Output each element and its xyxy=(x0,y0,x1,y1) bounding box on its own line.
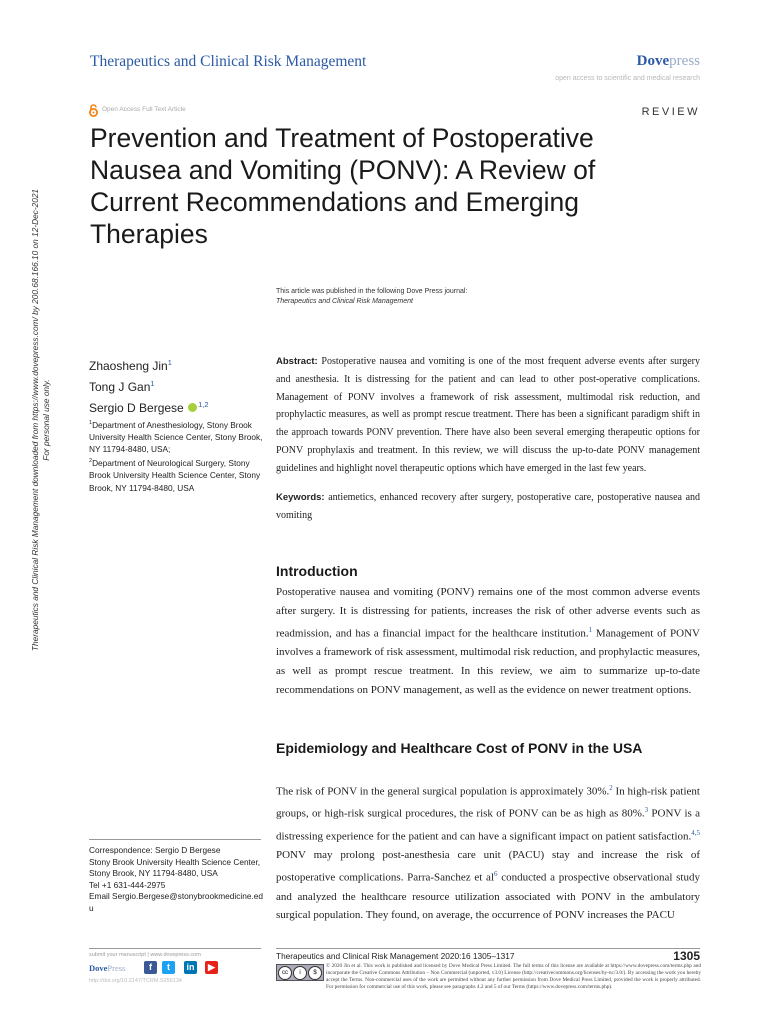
doi-link[interactable]: http://doi.org/10.2147/TCRM.S256134 xyxy=(89,978,182,984)
publisher-tagline: open access to scientific and medical research xyxy=(555,75,700,82)
youtube-icon[interactable]: ▶ xyxy=(205,961,218,974)
open-access-label: Open Access Full Text Article xyxy=(102,106,186,113)
body-text: Management of PONV involves a framework of risk assessment, multimodal risk reduction, and prophylactic measures, as well as prompt rescue treatment. In this review, we aim to summarize up-to-date recommendations on PONV management, as well as the evidence on newer treatment options. xyxy=(276,627,701,696)
abstract-text: Postoperative nausea and vomiting is one of the most frequent adverse events after surgery and anesthesia. It is distressing for the patient and can lead to other post-operative complications. Management of PONV involves a framework of risk assessment, multimodal risk reduction, and prophylactic measures, as well as prompt rescue treatment. There has been a significant paradigm shift in the approach towards PONV prevention. There have also been several emerging therapeutic options for PONV prophylaxis and treatment. In this review, we will discuss the up-to-date PONV management guidelines and highlight novel therapeutic options which have emerged in the last few years. xyxy=(276,356,701,474)
citation-ref[interactable]: 6 xyxy=(494,870,498,879)
publisher-logo-bold: Dove xyxy=(636,53,670,69)
footer-dovepress-logo[interactable] xyxy=(89,963,125,973)
body-text: In high-risk patient groups, or high-risk surgical procedures, the risk of PONV can be as high as 80%. xyxy=(276,785,700,821)
keywords-label: Keywords: xyxy=(276,492,325,503)
body-text: The risk of PONV in the general surgical population is approximately 30%. xyxy=(276,785,610,798)
author-name: Tong J Gan xyxy=(89,380,151,394)
epidemiology-paragraph xyxy=(276,779,700,925)
affiliation-number: 1 xyxy=(89,420,93,426)
journal-name[interactable]: Therapeutics and Clinical Risk Management xyxy=(90,53,367,70)
abstract xyxy=(276,353,700,478)
affiliations xyxy=(89,417,264,494)
section-heading-introduction: Introduction xyxy=(276,563,358,579)
keywords-text: antiemetics, enhanced recovery after surgery, postoperative care, postoperative nausea and vomiting xyxy=(276,492,701,521)
published-in xyxy=(276,287,467,307)
page-number: 1305 xyxy=(673,949,700,963)
correspondence xyxy=(89,845,264,915)
affiliation-number: 2 xyxy=(89,458,93,465)
citation-ref[interactable]: 1 xyxy=(588,625,593,634)
footer-divider xyxy=(89,948,261,949)
creative-commons-icon[interactable]: cc i $ xyxy=(276,964,324,981)
citation-ref[interactable]: 3 xyxy=(644,806,649,815)
author xyxy=(89,396,209,417)
publisher-logo[interactable] xyxy=(637,53,700,70)
linkedin-icon[interactable]: in xyxy=(184,961,197,974)
download-notice xyxy=(30,160,60,680)
submit-manuscript-link[interactable]: submit your manuscript | www.dovepress.com xyxy=(89,952,201,958)
facebook-icon[interactable]: f xyxy=(144,961,157,974)
correspondence-name: Correspondence: Sergio D Bergese xyxy=(89,845,221,855)
body-text: Postoperative nausea and vomiting (PONV) remains one of the most common adverse events after surgery. It is distressing for patients, increases the risk of other adverse events such as readmission, and has a financial impact for the healthcare institution. xyxy=(276,586,700,640)
footer-citation: Therapeutics and Clinical Risk Management 2020:16 1305–1317 xyxy=(276,951,515,961)
author-affil-ref[interactable]: 1 xyxy=(150,379,155,388)
correspondence-address: Stony Brook University Health Science Center, Stony Brook, NY 11794-8480, USA xyxy=(89,856,261,879)
affiliation xyxy=(89,455,264,493)
publisher-logo-light: press xyxy=(669,53,700,69)
correspondence-email[interactable]: Email Sergio.Bergese@stonybrookmedicine.edu xyxy=(89,891,263,913)
abstract-label: Abstract: xyxy=(276,356,318,367)
affiliation-text: Department of Anesthesiology, Stony Brook University Health Science Center, Stony Brook, NY 11794-8480, USA; xyxy=(89,419,263,455)
citation-ref[interactable]: 4,5 xyxy=(691,828,700,837)
license-text: © 2020 Jin et al. This work is published and licensed by Dove Medical Press Limited. The full terms of this license are available at https://www.dovepress.com/terms.php and incorporate the Creative Commons Attribution – Non Commercial (unported, v3.0) License (http://creativecommons.org/licenses/by-nc/3.0/). By accessing the work you hereby accept the Terms. Non-commercial uses of the work are permitted without any further permission from Dove Medical Press Limited, provided the work is properly attributed. For permission for commercial use of this work, please see paragraphs 4.2 and 5 of our Terms (https://www.dovepress.com/terms.php). xyxy=(326,963,701,990)
orcid-icon[interactable] xyxy=(188,403,197,412)
body-text: conducted a prospective observational study and analyzed the healthcare resource utilization associated with PONV in the ambulatory surgical population. They found, on average, the occurrence of PONV increases the PACU xyxy=(276,871,700,922)
section-heading-epidemiology: Epidemiology and Healthcare Cost of PONV in the USA xyxy=(276,740,643,756)
author-name: Sergio D Bergese xyxy=(89,401,184,415)
affiliation-text: Department of Neurological Surgery, Stony Brook University Health Science Center, Stony Brook, NY 11794-8480, USA xyxy=(89,458,261,493)
published-in-line: This article was published in the following Dove Press journal: xyxy=(276,288,468,295)
twitter-icon[interactable]: t xyxy=(162,961,175,974)
citation-ref[interactable]: 2 xyxy=(609,784,613,792)
correspondence-phone: Tel +1 631-444-2975 xyxy=(89,879,166,890)
author xyxy=(89,375,209,396)
affiliation xyxy=(89,417,264,455)
open-access-lock-icon xyxy=(88,104,99,117)
footer-divider xyxy=(276,948,700,949)
author-affil-ref[interactable]: 1,2 xyxy=(198,400,209,409)
download-notice-line: Therapeutics and Clinical Risk Management downloaded from https://www.dovepress.com/ by 200.68.166.10 on 12-Dec-2021 xyxy=(30,188,40,652)
author xyxy=(89,354,209,375)
published-in-journal: Therapeutics and Clinical Risk Management xyxy=(276,298,413,305)
download-notice-personal: For personal use only. xyxy=(40,379,51,461)
article-title: Prevention and Treatment of Postoperative Nausea and Vomiting (PONV): A Review of Current Recommendations and Emerging Therapies xyxy=(90,123,596,249)
footer-logo-light: Press xyxy=(107,963,126,973)
article-type: REVIEW xyxy=(641,106,700,118)
author-affil-ref[interactable]: 1 xyxy=(167,358,172,367)
keywords xyxy=(276,489,700,525)
author-list xyxy=(89,354,209,417)
body-text: PONV may prolong post-anesthesia care unit (PACU) stay and increase the risk of postoperative complications. Parra-Sanchez et al xyxy=(276,849,700,884)
divider xyxy=(89,839,261,840)
author-name: Zhaosheng Jin xyxy=(89,359,168,373)
introduction-paragraph xyxy=(276,583,700,699)
footer-logo-bold: Dove xyxy=(89,963,108,973)
body-text: PONV is a distressing experience for the patient and can have a significant impact on patient satisfaction. xyxy=(276,808,700,843)
